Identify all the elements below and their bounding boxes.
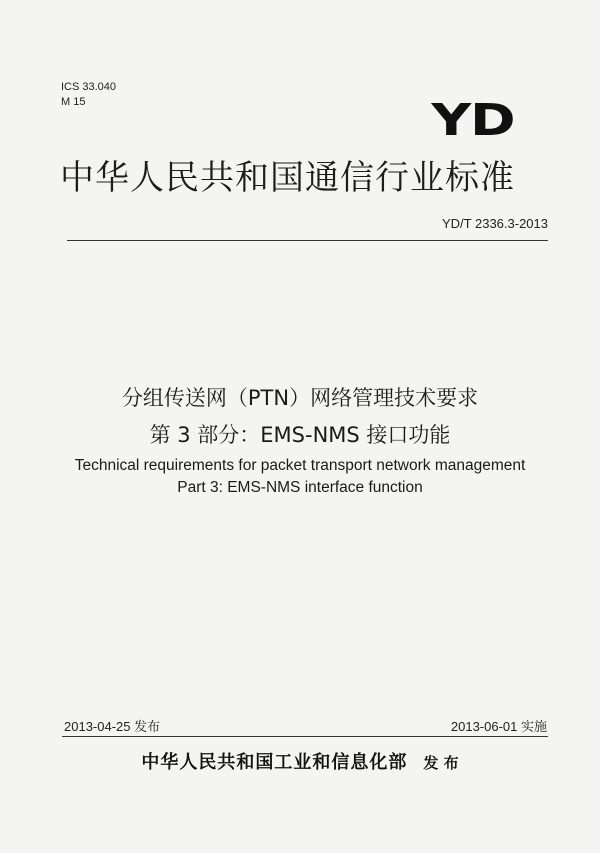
classification-code: M 15 [61,96,86,108]
title-english-line-1: Technical requirements for packet transport network management [74,457,526,474]
header-divider [67,240,548,241]
standard-category-title: 中华人民共和国通信行业标准 [60,158,515,198]
yd-logo: YD [431,95,514,146]
footer-divider [62,736,548,737]
title-chinese-line-1: 分组传送网（PTN）网络管理技术要求 [121,386,479,410]
title-chinese-line-2: 第 3 部分：EMS-NMS 接口功能 [149,423,451,447]
issuer-line [0,748,600,774]
issuing-authority: 中华人民共和国工业和信息化部 [141,752,408,773]
standard-number: YD/T 2336.3-2013 [442,216,548,231]
issue-date: 2013-04-25 发布 [64,719,161,734]
title-english-line-2: Part 3: EMS-NMS interface function [177,479,423,496]
ics-code: ICS 33.040 [61,81,117,93]
implementation-date: 2013-06-01 实施 [450,719,547,734]
issue-action: 发 布 [423,754,459,772]
